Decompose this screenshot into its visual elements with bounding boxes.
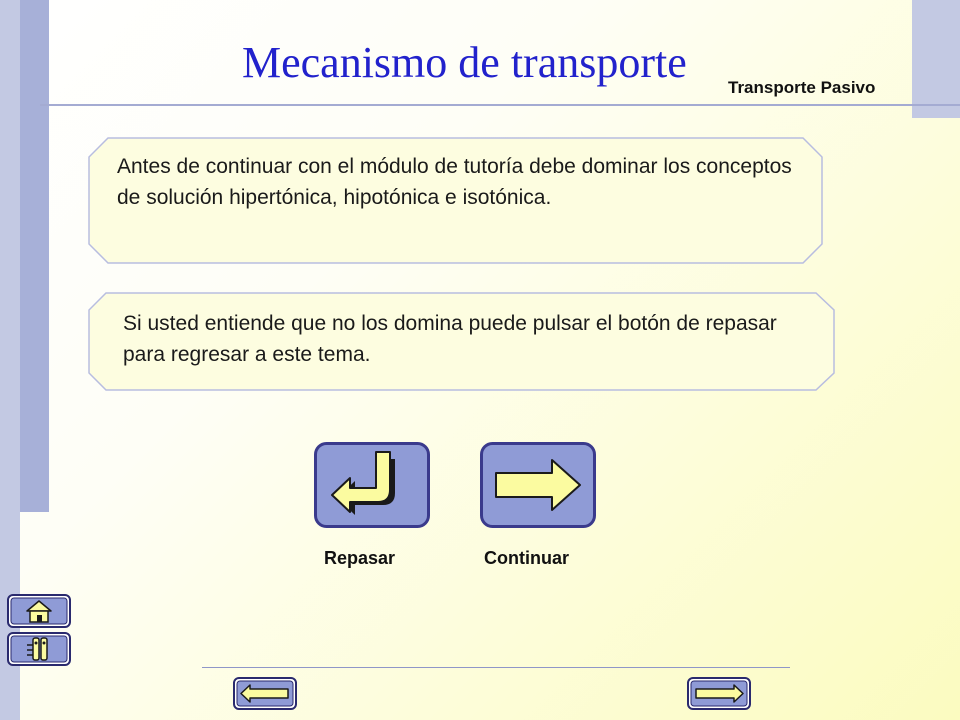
footer-divider bbox=[202, 667, 790, 668]
previous-slide-button[interactable] bbox=[233, 677, 297, 710]
hint-box bbox=[88, 292, 835, 391]
notice-text: Antes de continuar con el módulo de tutoría debe dominar los conceptos de solución hipertónica, hipotónica e isotónica. bbox=[117, 155, 792, 209]
notice-box bbox=[88, 137, 823, 264]
review-button[interactable] bbox=[314, 442, 430, 528]
section-subtitle: Transporte Pasivo bbox=[728, 78, 876, 97]
home-button[interactable] bbox=[7, 594, 71, 628]
page-title: Mecanismo de transporte bbox=[242, 38, 687, 87]
right-decor-bar bbox=[912, 0, 960, 118]
hint-text: Si usted entiende que no los domina puede pulsar el botón de repasar para regresar a este tema. bbox=[123, 312, 777, 366]
left-decor-bar-dark bbox=[20, 0, 49, 512]
next-slide-button[interactable] bbox=[687, 677, 751, 710]
continue-button-label[interactable]: Continuar bbox=[484, 548, 569, 568]
continue-button[interactable] bbox=[480, 442, 596, 528]
info-button[interactable] bbox=[7, 632, 71, 666]
review-button-label[interactable]: Repasar bbox=[324, 548, 396, 568]
header-divider bbox=[40, 104, 960, 106]
